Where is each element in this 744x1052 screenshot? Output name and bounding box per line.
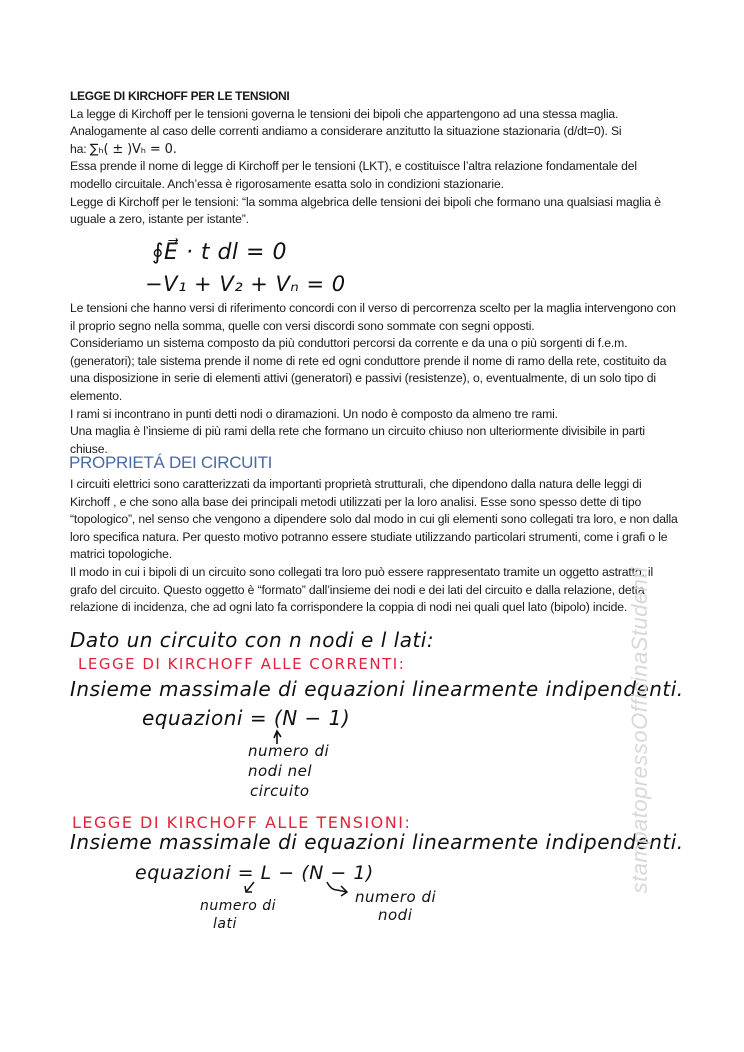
paragraph: I circuiti elettrici sono caratterizzati da importanti proprietà strutturali, che dipendono dalla natura delle leggi di Kirchoff , e che sono alla base dei principali metodi utilizzati per la loro analisi. Esse sono spesso dette di tipo “topologico”, nel senso che vengono a dipendere solo dal modo in cui gli elementi sono collegati tra loro, e non dalla loro specifica natura. Per questo motivo potranno essere studiate utilizzando particolari strumenti, come i grafi o le matrici topologiche. [70,477,678,562]
section-lkt [70,88,680,229]
section-heading-circuit-properties: PROPRIETÁ DEI CIRCUITI [69,453,273,472]
paragraph: Analogamente al caso delle correnti andiamo a considerare anzitutto la situazione stazionaria (d/dt=0). Si [70,124,622,139]
section-lkt-continued [70,300,680,458]
watermark [620,540,660,920]
handwritten-lkt-note-right: nodi [378,906,413,924]
formula-prefix: ha: [70,141,87,156]
handwritten-lkt-note-left: lati [213,916,237,932]
handwritten-lkc-equation: equazioni = (N − 1) [142,706,351,730]
paragraph: I rami si incontrano in punti detti nodi o diramazioni. Un nodo è composto da almeno tre rami. [70,406,558,421]
handwritten-lkt-text: Insieme massimale di equazioni linearmente indipendenti. [70,830,684,854]
handwritten-lkt-equation: equazioni = L − (N − 1) [135,862,374,884]
arrow-down-left-icon [240,880,260,900]
handwritten-lkc-note: nodi nel [248,762,313,780]
paragraph: Legge di Kirchoff per le tensioni: “la somma algebrica delle tensioni dei bipoli che formano una qualsiasi maglia è uguale a zero, istante per istante”. [70,194,661,227]
handwritten-lkt-title: LEGGE DI KIRCHOFF ALLE TENSIONI: [72,813,412,832]
paragraph: Consideriamo un sistema composto da più conduttori percorsi da corrente e da una o più sorgenti di f.e.m. (generatori); tale sistema prende il nome di rete ed ogni conduttore prende il nome di ramo della rete, costituito da una disposizione in serie di elementi attivi (generatori) e passivi (resistenze), o, eventualmente, di un solo tipo di elemento. [70,336,667,403]
handwritten-lkc-text: Insieme massimale di equazioni linearmente indipendenti. [70,677,684,701]
paragraph: Il modo in cui i bipoli di un circuito sono collegati tra loro può essere rappresentato tramite un oggetto astratto: il grafo del circuito. Questo oggetto è “formato” dall’insieme dei nodi e dei lati del circuito e dalla relazione, detta relazione di incidenza, che ad ogni lato fa corrispondere la coppia di nodi nei quali quel lato (bipolo) incide. [70,564,654,615]
handwritten-voltage-sum: −V₁ + V₂ + Vₙ = 0 [145,272,346,296]
handwritten-line-integral: ∮E⃗ · t dl = 0 [152,240,287,265]
handwritten-lkc-note: numero di [248,742,330,760]
watermark-text: stampatopressoOfficinaStudenti [627,566,652,894]
paragraph: Essa prende il nome di legge di Kirchoff per le tensioni (LKT), e costituisce l’altra relazione fondamentale del modello circuitale. Anch’essa è rigorosamente esatta solo in condizioni stazionarie. [70,159,637,191]
handwritten-intro: Dato un circuito con n nodi e l lati: [70,628,435,652]
handwritten-lkc-note: circuito [250,782,310,800]
paragraph: Le tensioni che hanno versi di riferimento concordi con il verso di percorrenza scelto per la maglia intervengono con il proprio segno nella somma, quelle con versi discordi sono sommate con segni opposti. [70,301,676,333]
sum-formula: ∑ₕ( ± )Vₕ = 0. [89,141,177,157]
paragraph: Una maglia è l’insieme di più rami della rete che formano un circuito chiuso non ulteriormente divisibile in parti chiuse. [70,424,645,456]
handwritten-lkt-note-left: numero di [200,898,277,914]
section-heading-lkt: LEGGE DI KIRCHOFF PER LE TENSIONI [70,89,290,103]
section-circuit-properties [70,476,680,617]
arrow-right-icon [325,880,355,900]
handwritten-lkt-note-right: numero di [355,888,437,906]
handwritten-lkc-title: LEGGE DI KIRCHOFF ALLE CORRENTI: [78,655,406,673]
paragraph-formula [70,141,680,159]
paragraph: La legge di Kirchoff per le tensioni governa le tensioni dei bipoli che appartengono ad una stessa maglia. [70,106,619,121]
